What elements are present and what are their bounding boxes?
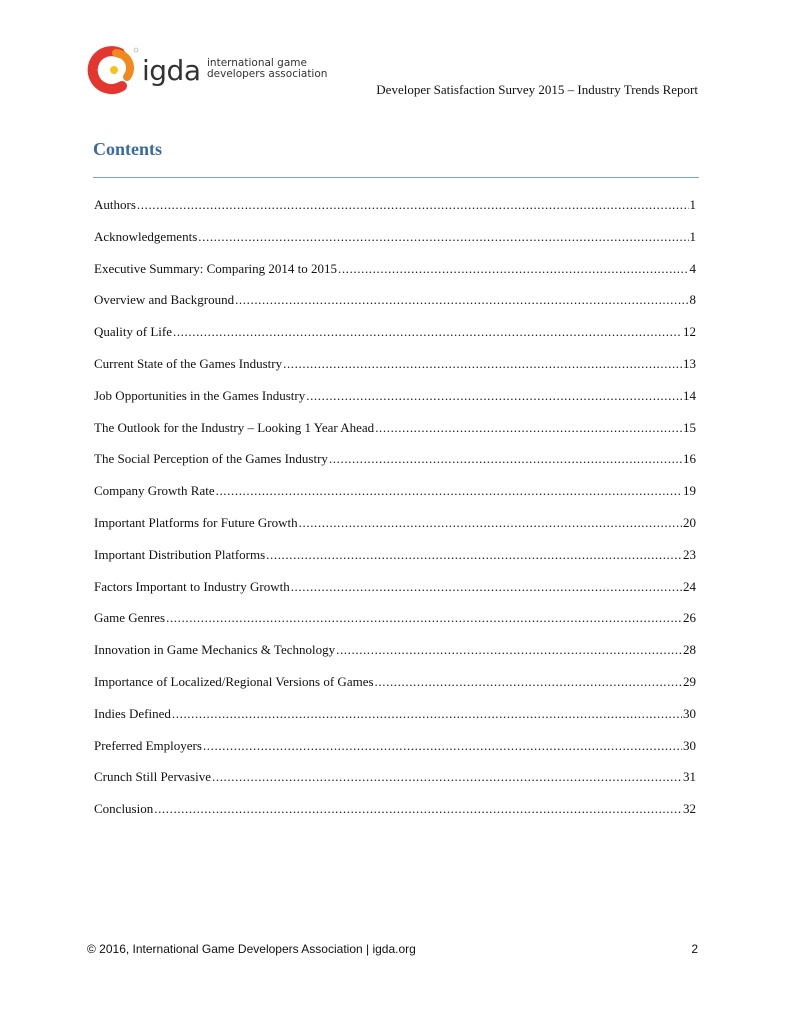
toc-entry[interactable] <box>94 769 696 801</box>
toc-dot-leader <box>375 674 682 690</box>
toc-entry-page[interactable]: 30 <box>683 705 696 721</box>
toc-entry-title[interactable]: Important Distribution Platforms <box>94 546 266 562</box>
toc-entry[interactable] <box>94 451 696 483</box>
footer-copyright: © 2016, International Game Developers Association | igda.org <box>87 942 416 956</box>
toc-entry-title[interactable]: The Social Perception of the Games Industry <box>94 451 328 467</box>
toc-entry-title[interactable]: Importance of Localized/Regional Versions of Games <box>94 673 374 689</box>
toc-entry[interactable] <box>94 642 696 674</box>
toc-entry-page[interactable]: 12 <box>683 324 696 340</box>
toc-entry-title[interactable]: The Outlook for the Industry – Looking 1 Year Ahead <box>94 419 375 435</box>
toc-dot-leader <box>166 610 682 626</box>
toc-dot-leader <box>154 801 682 817</box>
toc-entry-title[interactable]: Executive Summary: Comparing 2014 to 2015 <box>94 260 337 276</box>
report-header-title: Developer Satisfaction Survey 2015 – Industry Trends Report <box>376 82 698 97</box>
toc-entry-page[interactable]: 24 <box>683 578 696 594</box>
toc-entry[interactable] <box>94 674 696 706</box>
contents-heading: Contents <box>93 139 163 159</box>
toc-dot-leader <box>173 324 682 340</box>
toc-entry-page[interactable]: 28 <box>683 642 696 658</box>
toc-dot-leader <box>212 769 682 785</box>
table-of-contents <box>94 197 696 833</box>
toc-entry[interactable] <box>94 738 696 770</box>
toc-entry-title[interactable]: Current State of the Games Industry <box>94 355 283 371</box>
toc-dot-leader <box>216 483 682 499</box>
toc-entry[interactable] <box>94 420 696 452</box>
toc-entry[interactable] <box>94 706 696 738</box>
toc-entry-page[interactable]: 32 <box>683 801 696 817</box>
toc-dot-leader <box>235 292 688 308</box>
toc-entry[interactable] <box>94 801 696 833</box>
toc-entry-title[interactable]: Conclusion <box>94 801 154 817</box>
toc-entry-page[interactable]: 1 <box>689 228 696 244</box>
toc-entry-title[interactable]: Innovation in Game Mechanics & Technology <box>94 642 336 658</box>
toc-entry-page[interactable]: 20 <box>683 514 696 530</box>
toc-entry-page[interactable]: 8 <box>689 292 696 308</box>
toc-dot-leader <box>198 229 688 245</box>
toc-dot-leader <box>266 547 682 563</box>
toc-entry-title[interactable]: Factors Important to Industry Growth <box>94 578 290 594</box>
toc-entry[interactable] <box>94 547 696 579</box>
toc-entry-title[interactable]: Authors <box>94 197 136 212</box>
toc-entry-page[interactable]: 31 <box>683 769 696 785</box>
toc-entry-title[interactable]: Preferred Employers <box>94 737 202 753</box>
toc-entry[interactable] <box>94 610 696 642</box>
toc-entry[interactable] <box>94 356 696 388</box>
heading-divider <box>93 177 699 178</box>
toc-entry-title[interactable]: Crunch Still Pervasive <box>94 769 211 785</box>
logo-tagline-line-2: developers association <box>207 68 328 80</box>
toc-entry-page[interactable]: 16 <box>683 451 696 467</box>
toc-entry-page[interactable]: 19 <box>683 483 696 499</box>
toc-entry-title[interactable]: Indies Defined <box>94 705 171 721</box>
logo-wordmark: igda <box>142 54 201 87</box>
toc-dot-leader <box>306 388 682 404</box>
toc-entry-title[interactable]: Job Opportunities in the Games Industry <box>94 387 306 403</box>
toc-entry-title[interactable]: Quality of Life <box>94 324 172 340</box>
toc-entry[interactable] <box>94 261 696 293</box>
toc-entry-page[interactable]: 15 <box>683 419 696 435</box>
toc-entry-title[interactable]: Game Genres <box>94 610 166 626</box>
toc-entry-page[interactable]: 30 <box>683 737 696 753</box>
toc-entry[interactable] <box>94 324 696 356</box>
footer-page-number: 2 <box>691 942 698 956</box>
toc-dot-leader <box>283 356 682 372</box>
toc-dot-leader <box>336 642 682 658</box>
toc-entry[interactable] <box>94 579 696 611</box>
toc-entry-page[interactable]: 29 <box>683 673 696 689</box>
igda-logo <box>86 44 326 100</box>
toc-dot-leader <box>375 420 682 436</box>
toc-entry-page[interactable]: 14 <box>683 387 696 403</box>
toc-dot-leader <box>137 197 689 213</box>
toc-entry-page[interactable]: 23 <box>683 546 696 562</box>
toc-entry-page[interactable]: 1 <box>689 197 696 212</box>
toc-entry[interactable] <box>94 483 696 515</box>
toc-entry[interactable] <box>94 229 696 261</box>
toc-entry[interactable] <box>94 197 696 229</box>
toc-dot-leader <box>338 261 689 277</box>
toc-entry-title[interactable]: Acknowledgements <box>94 228 198 244</box>
logo-tagline <box>207 58 327 80</box>
toc-entry-title[interactable]: Company Growth Rate <box>94 483 215 499</box>
toc-entry[interactable] <box>94 515 696 547</box>
toc-entry-page[interactable]: 13 <box>683 355 696 371</box>
toc-dot-leader <box>299 515 682 531</box>
toc-entry-page[interactable]: 26 <box>683 610 696 626</box>
igda-logo-mark-icon <box>86 44 142 100</box>
toc-dot-leader <box>172 706 682 722</box>
toc-entry-title[interactable]: Overview and Background <box>94 292 235 308</box>
toc-dot-leader <box>291 579 682 595</box>
logo-tagline-line-1: international game <box>207 57 307 69</box>
toc-entry[interactable] <box>94 388 696 420</box>
toc-entry-title[interactable]: Important Platforms for Future Growth <box>94 514 298 530</box>
toc-entry[interactable] <box>94 292 696 324</box>
toc-dot-leader <box>329 451 682 467</box>
toc-dot-leader <box>203 738 682 754</box>
toc-entry-page[interactable]: 4 <box>689 260 696 276</box>
